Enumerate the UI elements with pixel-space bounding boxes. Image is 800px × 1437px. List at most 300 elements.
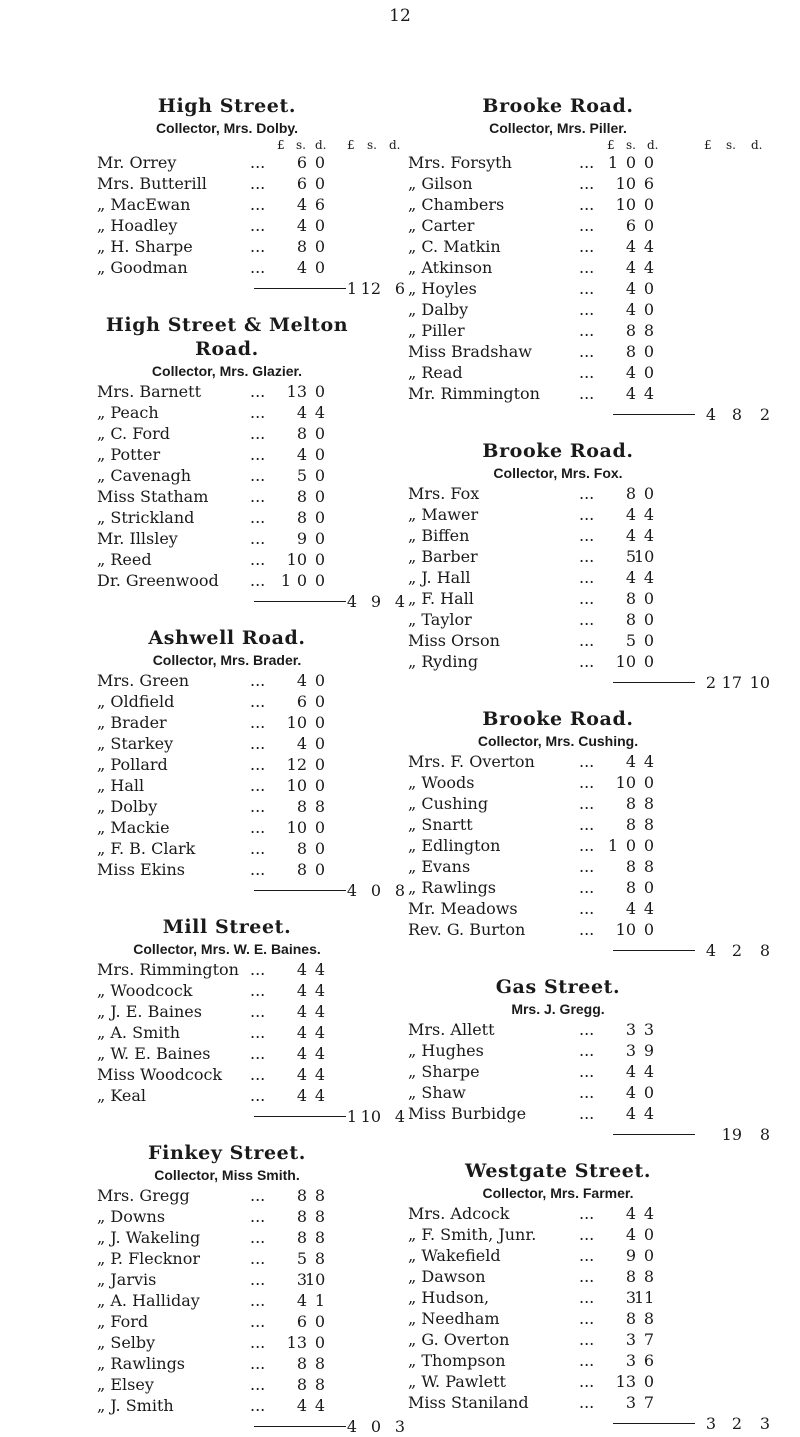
entry-shillings: 8	[625, 878, 636, 897]
leader-dots: ...	[579, 1351, 595, 1370]
total-shillings: 17	[721, 673, 742, 692]
entry-name: Dr. Greenwood	[97, 571, 219, 590]
entry-pounds: 1	[607, 836, 618, 855]
entry-shillings: 10	[286, 713, 307, 732]
total-rule	[254, 1116, 346, 1117]
entry-pounds: 1	[280, 571, 291, 590]
section-gap	[97, 1127, 407, 1141]
leader-dots: ...	[579, 899, 595, 918]
leader-dots: ...	[250, 1023, 266, 1042]
entry-shillings: 4	[625, 1204, 636, 1223]
total-pence: 8	[394, 881, 405, 900]
entry-name: „ G. Overton	[408, 1330, 510, 1349]
entry-pence: 8	[643, 321, 654, 340]
entry-row	[97, 257, 407, 278]
entry-name: „ Mawer	[408, 505, 479, 524]
entry-name: Rev. G. Burton	[408, 920, 526, 939]
leader-dots: ...	[250, 153, 266, 172]
entry-name: „ Woodcock	[97, 981, 193, 1000]
leader-dots: ...	[579, 1062, 595, 1081]
entry-pence: 3	[643, 1020, 654, 1039]
entry-shillings: 8	[625, 794, 636, 813]
entry-pence: 0	[314, 529, 325, 548]
entry-pence: 0	[314, 237, 325, 256]
entry-pence: 10	[634, 547, 655, 566]
leader-dots: ...	[250, 1186, 266, 1205]
entry-name: „ Edlington	[408, 836, 501, 855]
entry-shillings: 6	[296, 153, 307, 172]
entry-pence: 4	[643, 1062, 654, 1081]
entry-pence: 0	[314, 671, 325, 690]
currency-unit: d.	[315, 138, 327, 152]
entry-shillings: 3	[625, 1393, 636, 1412]
leader-dots: ...	[250, 1002, 266, 1021]
entry-pence: 0	[314, 1333, 325, 1352]
leader-dots: ...	[579, 363, 595, 382]
entry-pence: 0	[643, 773, 654, 792]
entry-name: Mrs. F. Overton	[408, 752, 535, 771]
entry-pence: 0	[314, 550, 325, 569]
section-total	[97, 880, 407, 901]
leader-dots: ...	[579, 589, 595, 608]
entry-name: Mrs. Rimmington	[97, 960, 239, 979]
entry-row	[97, 817, 407, 838]
entry-pence: 0	[643, 279, 654, 298]
entry-name: „ W. Pawlett	[408, 1372, 506, 1391]
entry-row	[408, 194, 800, 215]
entry-row	[408, 751, 800, 772]
entry-name: „ F. Hall	[408, 589, 474, 608]
leader-dots: ...	[250, 174, 266, 193]
leader-dots: ...	[579, 773, 595, 792]
entry-pence: 4	[643, 384, 654, 403]
leader-dots: ...	[250, 403, 266, 422]
leader-dots: ...	[579, 237, 595, 256]
section-title: Westgate Street.	[464, 1160, 652, 1182]
entry-row	[97, 402, 407, 423]
entry-pence: 0	[643, 1083, 654, 1102]
leader-dots: ...	[579, 631, 595, 650]
leader-dots: ...	[579, 1041, 595, 1060]
entry-shillings: 5	[296, 466, 307, 485]
entry-pence: 8	[314, 1207, 325, 1226]
entry-shillings: 4	[625, 505, 636, 524]
entry-shillings: 4	[625, 300, 636, 319]
entry-name: „ Barber	[408, 547, 478, 566]
currency-unit: d.	[647, 138, 659, 152]
entry-shillings: 4	[625, 1104, 636, 1123]
entry-row	[97, 754, 407, 775]
entry-row	[408, 1224, 800, 1245]
entry-row	[408, 152, 800, 173]
entry-shillings: 8	[625, 589, 636, 608]
section-gap	[97, 299, 407, 313]
total-rule	[613, 1134, 695, 1135]
entry-shillings: 4	[296, 403, 307, 422]
total-pence: 6	[394, 279, 405, 298]
entry-pence: 8	[643, 794, 654, 813]
entry-row	[408, 1350, 800, 1371]
entry-name: „ Hoyles	[408, 279, 477, 298]
entry-shillings: 4	[625, 752, 636, 771]
entry-shillings: 8	[296, 508, 307, 527]
entry-name: „ Cushing	[408, 794, 489, 813]
entry-pence: 6	[643, 174, 654, 193]
entry-row	[408, 257, 800, 278]
leader-dots: ...	[579, 1267, 595, 1286]
entry-row	[408, 278, 800, 299]
entry-shillings: 4	[625, 363, 636, 382]
leader-dots: ...	[250, 237, 266, 256]
entry-shillings: 4	[296, 1044, 307, 1063]
total-rule	[613, 682, 695, 683]
entry-row	[408, 362, 800, 383]
entry-row	[97, 1022, 407, 1043]
leader-dots: ...	[250, 1270, 266, 1289]
leader-dots: ...	[579, 526, 595, 545]
total-shillings: 12	[360, 279, 381, 298]
entry-pence: 9	[643, 1041, 654, 1060]
entry-row	[97, 381, 407, 402]
entry-row	[408, 1203, 800, 1224]
entry-name: „ Gilson	[408, 174, 473, 193]
entry-shillings: 6	[625, 216, 636, 235]
total-pounds: 3	[705, 1414, 716, 1433]
entry-shillings: 6	[296, 692, 307, 711]
section-total	[408, 1124, 800, 1145]
section-collector: Collector, Mrs. Fox.	[493, 465, 623, 481]
total-pounds: 1	[346, 1107, 357, 1126]
entry-name: Miss Burbidge	[408, 1104, 527, 1123]
entry-row	[408, 1103, 800, 1124]
entry-pence: 0	[314, 153, 325, 172]
entry-name: „ C. Matkin	[408, 237, 501, 256]
total-pounds: 4	[346, 881, 357, 900]
entry-name: „ Hughes	[408, 1041, 484, 1060]
leader-dots: ...	[250, 671, 266, 690]
entry-name: Mrs. Green	[97, 671, 190, 690]
entry-row	[408, 1329, 800, 1350]
section-title: High Street & Melton Road.	[105, 314, 349, 360]
collection-section	[408, 975, 800, 1145]
entry-shillings: 10	[286, 818, 307, 837]
leader-dots: ...	[250, 1354, 266, 1373]
entry-row	[408, 567, 800, 588]
leader-dots: ...	[579, 1393, 595, 1412]
entry-pence: 0	[314, 734, 325, 753]
entry-pence: 4	[643, 258, 654, 277]
entry-shillings: 4	[296, 445, 307, 464]
entry-row	[408, 546, 800, 567]
entry-row	[97, 796, 407, 817]
entry-row	[97, 215, 407, 236]
entry-shillings: 8	[296, 1375, 307, 1394]
section-total	[408, 404, 800, 425]
entry-row	[408, 1392, 800, 1413]
entry-row	[408, 1019, 800, 1040]
leader-dots: ...	[579, 1020, 595, 1039]
section-title: Brooke Road.	[482, 95, 634, 117]
entry-pence: 0	[314, 487, 325, 506]
entry-shillings: 8	[625, 1267, 636, 1286]
entry-pence: 8	[314, 1186, 325, 1205]
entry-name: Mr. Meadows	[408, 899, 518, 918]
entry-name: „ Cavenagh	[97, 466, 192, 485]
leader-dots: ...	[579, 610, 595, 629]
total-rule	[613, 950, 695, 951]
entry-shillings: 4	[296, 960, 307, 979]
entry-name: „ Taylor	[408, 610, 472, 629]
entry-pence: 8	[314, 797, 325, 816]
entry-shillings: 8	[625, 857, 636, 876]
leader-dots: ...	[250, 1291, 266, 1310]
entry-pence: 0	[314, 424, 325, 443]
entry-shillings: 12	[286, 755, 307, 774]
total-shillings: 10	[360, 1107, 381, 1126]
entry-name: „ Chambers	[408, 195, 505, 214]
entry-pence: 0	[314, 571, 325, 590]
leader-dots: ...	[250, 1207, 266, 1226]
entry-shillings: 3	[625, 1288, 636, 1307]
entry-pence: 0	[314, 713, 325, 732]
total-rule	[254, 288, 346, 289]
collection-section	[408, 707, 800, 961]
entry-shillings: 8	[296, 797, 307, 816]
entry-row	[408, 1040, 800, 1061]
total-shillings: 9	[370, 592, 381, 611]
entry-name: „ Downs	[97, 1207, 166, 1226]
entry-row	[97, 1043, 407, 1064]
leader-dots: ...	[579, 920, 595, 939]
total-rule	[613, 1423, 695, 1424]
entry-shillings: 10	[615, 652, 636, 671]
leader-dots: ...	[579, 153, 595, 172]
entry-row	[97, 549, 407, 570]
entry-name: „ Reed	[97, 550, 152, 569]
entry-shillings: 4	[625, 899, 636, 918]
leader-dots: ...	[250, 797, 266, 816]
currency-header	[408, 138, 800, 152]
leader-dots: ...	[250, 960, 266, 979]
entry-name: Mrs. Fox	[408, 484, 480, 503]
entry-name: Mrs. Barnett	[97, 382, 201, 401]
leader-dots: ...	[579, 258, 595, 277]
currency-unit: £	[704, 138, 712, 152]
entry-pence: 0	[643, 920, 654, 939]
entry-pence: 6	[643, 1351, 654, 1370]
entry-pence: 0	[314, 692, 325, 711]
section-total	[97, 1106, 407, 1127]
entry-pence: 4	[643, 505, 654, 524]
entry-row	[97, 465, 407, 486]
section-title: Mill Street.	[162, 916, 292, 938]
leader-dots: ...	[250, 1396, 266, 1415]
leader-dots: ...	[250, 258, 266, 277]
currency-unit: d.	[751, 138, 763, 152]
currency-unit: £	[607, 138, 615, 152]
total-pence: 8	[759, 1125, 770, 1144]
entry-shillings: 8	[625, 484, 636, 503]
entry-shillings: 4	[296, 195, 307, 214]
entry-shillings: 8	[625, 1309, 636, 1328]
total-rule	[254, 890, 346, 891]
entry-name: „ Shaw	[408, 1083, 466, 1102]
entry-name: „ Sharpe	[408, 1062, 480, 1081]
entry-shillings: 6	[296, 174, 307, 193]
leader-dots: ...	[579, 752, 595, 771]
right-column	[408, 94, 800, 1434]
entry-shillings: 4	[296, 258, 307, 277]
entry-row	[97, 1269, 407, 1290]
entry-name: Mrs. Forsyth	[408, 153, 512, 172]
collection-section	[97, 313, 407, 612]
entry-name: „ Strickland	[97, 508, 195, 527]
entry-name: „ Rawlings	[97, 1354, 186, 1373]
page-number: 12	[389, 6, 411, 26]
entry-shillings: 4	[296, 981, 307, 1000]
entry-pence: 7	[643, 1330, 654, 1349]
entry-pence: 4	[314, 960, 325, 979]
entry-row	[408, 835, 800, 856]
entry-row	[97, 1311, 407, 1332]
leader-dots: ...	[250, 1375, 266, 1394]
leader-dots: ...	[579, 1225, 595, 1244]
collection-section	[97, 626, 407, 901]
leader-dots: ...	[579, 1204, 595, 1223]
total-pence: 3	[759, 1414, 770, 1433]
currency-unit: £	[347, 138, 355, 152]
entry-row	[97, 775, 407, 796]
entry-name: Mr. Illsley	[97, 529, 178, 548]
leader-dots: ...	[579, 505, 595, 524]
section-gap	[97, 612, 407, 626]
entry-shillings: 8	[625, 342, 636, 361]
entry-row	[97, 1206, 407, 1227]
section-gap	[408, 1145, 800, 1159]
entry-row	[97, 423, 407, 444]
total-rule	[613, 414, 695, 415]
entry-name: Miss Ekins	[97, 860, 186, 879]
entry-pence: 0	[643, 216, 654, 235]
leader-dots: ...	[250, 692, 266, 711]
entry-name: Mrs. Allett	[408, 1020, 495, 1039]
total-shillings: 8	[731, 405, 742, 424]
entry-row	[408, 173, 800, 194]
leader-dots: ...	[250, 466, 266, 485]
entry-row	[97, 733, 407, 754]
total-pounds: 4	[705, 941, 716, 960]
entry-name: „ H. Sharpe	[97, 237, 193, 256]
leader-dots: ...	[579, 857, 595, 876]
entry-shillings: 10	[286, 550, 307, 569]
section-total	[97, 278, 407, 299]
entry-shillings: 4	[625, 1225, 636, 1244]
entry-shillings: 5	[296, 1249, 307, 1268]
leader-dots: ...	[579, 279, 595, 298]
currency-unit: s.	[296, 138, 306, 152]
section-collector: Collector, Miss Smith.	[154, 1167, 300, 1183]
collection-section	[97, 94, 407, 299]
entry-pence: 0	[314, 445, 325, 464]
entry-row	[408, 1266, 800, 1287]
entry-name: „ Mackie	[97, 818, 170, 837]
leader-dots: ...	[579, 216, 595, 235]
entry-shillings: 13	[286, 382, 307, 401]
entry-pence: 4	[643, 568, 654, 587]
entry-pounds: 1	[607, 153, 618, 172]
entry-row	[97, 959, 407, 980]
entry-pence: 0	[314, 174, 325, 193]
entry-name: „ Ryding	[408, 652, 479, 671]
entry-pence: 0	[314, 755, 325, 774]
entry-row	[408, 814, 800, 835]
total-rule	[254, 601, 346, 602]
entry-shillings: 4	[296, 1086, 307, 1105]
entry-row	[97, 444, 407, 465]
leader-dots: ...	[579, 815, 595, 834]
entry-pence: 4	[314, 403, 325, 422]
leader-dots: ...	[579, 174, 595, 193]
entry-pence: 0	[314, 508, 325, 527]
entry-pence: 0	[643, 652, 654, 671]
entry-name: Miss Statham	[97, 487, 209, 506]
section-title: Brooke Road.	[482, 708, 634, 730]
entry-shillings: 0	[296, 571, 307, 590]
leader-dots: ...	[250, 571, 266, 590]
leader-dots: ...	[579, 321, 595, 340]
entry-name: „ Dalby	[408, 300, 469, 319]
section-title: Brooke Road.	[482, 440, 634, 462]
entry-name: „ Rawlings	[408, 878, 497, 897]
entry-row	[97, 528, 407, 549]
leader-dots: ...	[579, 1246, 595, 1265]
entry-name: „ J. Hall	[408, 568, 471, 587]
currency-header	[97, 138, 407, 152]
entry-shillings: 4	[625, 384, 636, 403]
entry-pence: 0	[314, 466, 325, 485]
entry-name: „ Needham	[408, 1309, 500, 1328]
entry-name: „ Carter	[408, 216, 475, 235]
entry-name: „ Elsey	[97, 1375, 154, 1394]
section-total	[408, 672, 800, 693]
entry-pence: 0	[643, 300, 654, 319]
entry-name: „ MacEwan	[97, 195, 191, 214]
entry-name: „ Piller	[408, 321, 465, 340]
entry-shillings: 9	[625, 1246, 636, 1265]
entry-row	[408, 919, 800, 940]
entry-name: „ A. Halliday	[97, 1291, 200, 1310]
entry-shillings: 8	[625, 610, 636, 629]
leader-dots: ...	[250, 839, 266, 858]
leader-dots: ...	[250, 776, 266, 795]
entry-pence: 0	[643, 1372, 654, 1391]
entry-shillings: 8	[625, 321, 636, 340]
entry-pence: 0	[643, 878, 654, 897]
total-shillings: 2	[731, 1414, 742, 1433]
entry-name: „ Dawson	[408, 1267, 486, 1286]
collection-section	[97, 915, 407, 1127]
entry-name: „ Hall	[97, 776, 145, 795]
entry-name: „ Dolby	[97, 797, 158, 816]
entry-pence: 4	[314, 1086, 325, 1105]
entry-row	[97, 980, 407, 1001]
leader-dots: ...	[579, 568, 595, 587]
entry-pence: 0	[314, 216, 325, 235]
entry-shillings: 8	[296, 487, 307, 506]
entry-pence: 7	[643, 1393, 654, 1412]
leader-dots: ...	[250, 981, 266, 1000]
entry-row	[408, 1308, 800, 1329]
